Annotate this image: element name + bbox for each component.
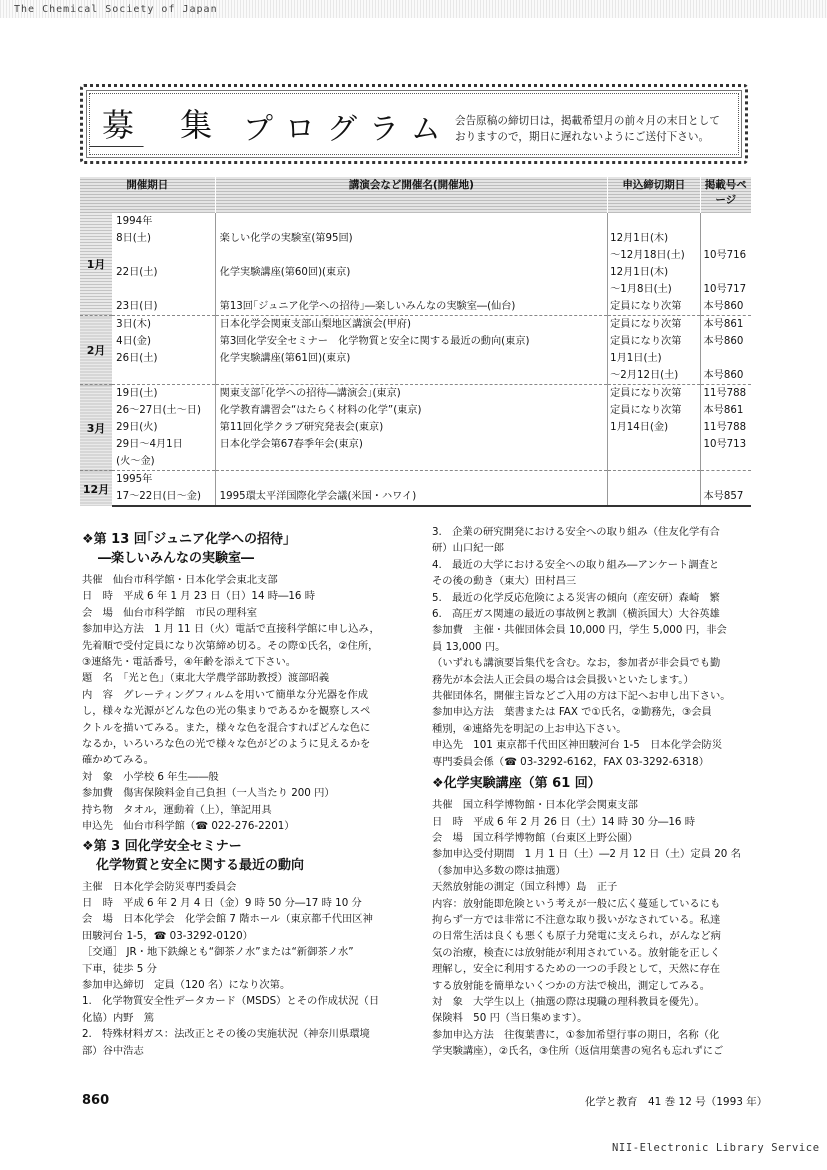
section-junior-title: ❖第 13 回｢ジュニア化学への招待｣ [82, 532, 290, 547]
event-title: 第13回｢ジュニア化学への招待｣―楽しいみんなの実験室―(仙台) [215, 298, 607, 316]
body-text-line: 共催団体名，開催主旨などご入用の方は下記へお申し出下さい。 [432, 690, 731, 703]
body-text-line: 部）谷中浩志 [82, 1044, 144, 1057]
body-text-line: 保険料 50 円（当日集めます）。 [432, 1012, 588, 1025]
schedule-row [80, 333, 751, 350]
event-deadline: 12月1日(木) [608, 264, 700, 281]
event-page: 本号857 [700, 488, 751, 506]
event-deadline [608, 213, 700, 230]
month-label: 3月 [80, 385, 112, 471]
body-text-line: 確かめてみる。 [82, 754, 155, 767]
event-title [215, 367, 607, 385]
banner-deadline-note [455, 113, 745, 145]
event-date: 26日(土) [116, 353, 158, 364]
body-text-line: 1. 化学物質安全性データカード（MSDS）とその作成状況（日 [82, 995, 380, 1008]
body-text-line: 員 13,000 円。 [432, 640, 506, 653]
event-title: 第3回化学安全セミナー 化学物質と安全に関する最近の動向(東京) [215, 333, 607, 350]
body-text-line: 題 名 ｢光と色｣（東北大学農学部助教授）渡部昭義 [82, 672, 330, 685]
event-title: 第11回化学クラブ研究発表会(東京) [215, 419, 607, 436]
body-text-line: 務先が本会法人正会員の場合は会員扱いといたします。） [432, 673, 694, 686]
header-deadline: 申込締切期日 [608, 177, 700, 213]
body-text-line: 先着順で受付定員になり次第締め切る。その際①氏名，②住所， [82, 639, 379, 652]
event-title: 化学実験講座(第61回)(東京) [215, 350, 607, 367]
body-text-line: 種別，④連絡先を明記の上お申込下さい。 [432, 722, 627, 735]
event-title: 楽しい化学の実験室(第95回) [215, 230, 607, 247]
schedule-row [80, 298, 751, 316]
event-date: 8日(土) [116, 233, 151, 244]
event-date [112, 247, 215, 264]
event-deadline [608, 488, 700, 506]
event-page [700, 264, 751, 281]
schedule-row [80, 385, 751, 403]
event-title: 1995環太平洋国際化学会議(米国・ハワイ) [215, 488, 607, 506]
body-text-line: 申込先 仙台市科学館（☎ 022-276-2201） [82, 820, 295, 833]
section-safety-subtitle: 化学物質と安全に関する最近の動向 [96, 857, 305, 873]
schedule-row [80, 488, 751, 506]
schedule-row [80, 471, 751, 489]
body-text-line: 3. 企業の研究開発における安全への取り組み（住友化学有合 [432, 526, 720, 538]
event-deadline: ～1月8日(土) [608, 281, 700, 298]
header-page: 掲載号ページ [700, 177, 751, 213]
society-watermark: The Chemical Society of Japan [14, 4, 218, 15]
schedule-row [80, 453, 751, 471]
header-title: 講演会など開催名(開催地) [215, 177, 607, 213]
body-text-line: の日常生活は良くも悪くも原子力発電に支えられ，がんなど病 [432, 930, 721, 943]
body-text-line: 専門委員会係（☎ 03-3292-6162，FAX 03-3292-6318） [432, 755, 710, 768]
body-text-line: 学実験講座），②氏名，③住所（返信用葉書の宛名も忘れずにご [432, 1045, 724, 1058]
body-text-line: 共催 仙台市科学館・日本化学会東北支部 [82, 574, 278, 586]
journal-citation: 化学と教育 41 巻 12 号（1993 年） [585, 1096, 768, 1108]
body-text-line: 参加申込方法 葉書または FAX で①氏名，②勤務先，③会員 [432, 706, 712, 719]
event-page: 10号716 [700, 247, 751, 264]
event-deadline [608, 436, 700, 453]
body-text-line: 気の治療，検査には放射能が利用されている。放射能を正しく [432, 946, 721, 959]
body-text-line: 化協）内野 篤 [82, 1011, 155, 1024]
event-date: 23日(日) [116, 301, 158, 312]
event-title: 日本化学会第67春季年会(東京) [215, 436, 607, 453]
body-text-line: 主催 日本化学会防災専門委員会 [82, 880, 237, 893]
event-deadline: 定員になり次第 [608, 333, 700, 350]
event-deadline [608, 471, 700, 489]
body-text-line: 日 時 平成 6 年 2 月 4 日（金）9 時 50 分―17 時 10 分 [82, 896, 362, 909]
body-text-line: 2. 特殊材料ガス：法改正とその後の実施状況（神奈川県環境 [82, 1028, 370, 1041]
event-title [215, 247, 607, 264]
banner-title-program: プログラム [243, 112, 453, 147]
section-safety-title: ❖第 3 回化学安全セミナー [82, 838, 242, 854]
body-text-line: 日 時 平成 6 年 2 月 26 日（土）14 時 30 分―16 時 [432, 815, 695, 828]
banner-note-line: おりますので，期日に遅れないようにご送付下さい。 [455, 131, 710, 143]
event-date: 3日(木) [112, 316, 215, 334]
event-page [700, 350, 751, 367]
event-page: 本号860 [700, 333, 751, 350]
month-label: 2月 [80, 316, 112, 385]
event-deadline: 1月14日(金) [608, 419, 700, 436]
body-text-line: クトルを描いてみる。また，様々な色を混合すればどんな色に [82, 721, 371, 734]
event-page: 本号861 [700, 316, 751, 334]
event-title [215, 281, 607, 298]
body-text-line: 研）山口紀一郎 [432, 542, 505, 555]
nii-footer: NII-Electronic Library Service [612, 1142, 820, 1154]
schedule-row [80, 436, 751, 453]
event-deadline: 定員になり次第 [608, 385, 700, 403]
schedule-row [80, 281, 751, 298]
body-text-line: 5. 最近の化学反応危険による災害の傾向（産安研）森崎 繁 [432, 591, 720, 604]
body-text-line: （いずれも講演要旨集代を含む。なお，参加者が非会員でも勤 [432, 657, 721, 670]
banner-title-recruit: 募 集 [102, 106, 231, 144]
body-text-line: 下車，徒歩 5 分 [82, 962, 157, 975]
event-title: 化学実験講座(第60回)(東京) [215, 264, 607, 281]
left-column [82, 530, 412, 1059]
event-page: 10号713 [700, 436, 751, 453]
event-deadline: 定員になり次第 [608, 298, 700, 316]
event-date [112, 281, 215, 298]
schedule-row [80, 264, 751, 281]
event-page: 本号861 [700, 402, 751, 419]
body-text-line: 6. 高圧ガス関連の最近の事故例と教訓（横浜国大）大谷英雄 [432, 608, 720, 621]
event-title: 化学教育講習会“はたらく材料の化学”(東京) [215, 402, 607, 419]
event-page: 10号717 [700, 281, 751, 298]
event-deadline: 定員になり次第 [608, 402, 700, 419]
event-page: 本号860 [700, 298, 751, 316]
event-page: 11号788 [700, 419, 751, 436]
event-deadline [608, 453, 700, 471]
body-text-line: 参加申込締切 定員（120 名）になり次第。 [82, 978, 291, 991]
schedule-row [80, 213, 751, 230]
event-deadline: 定員になり次第 [608, 316, 700, 334]
body-text-line: 内容：放射能即危険という考えが一般に広く蔓延しているにも [432, 897, 721, 910]
body-text-line: 参加費 主催・共催団体会員 10,000 円，学生 5,000 円，非会 [432, 624, 727, 637]
body-text-line: ③連絡先・電話番号，④年齢を添えて下さい。 [82, 656, 297, 669]
body-text-line: 共催 国立科学博物館・日本化学会関東支部 [432, 799, 638, 812]
event-page [700, 230, 751, 247]
body-text-line: 田駿河台 1-5，☎ 03-3292-0120） [82, 929, 253, 942]
header-date: 開催期日 [80, 177, 215, 213]
body-text-line: 対 象 大学生以上（抽選の際は現職の理科教員を優先）。 [432, 995, 705, 1008]
event-page [700, 213, 751, 230]
schedule-row [80, 367, 751, 385]
body-text-line: 会 場 仙台市科学館 市民の理科室 [82, 606, 258, 619]
event-title: 関東支部｢化学への招待―講演会｣(東京) [215, 385, 607, 403]
body-text-line: 日 時 平成 6 年 1 月 23 日（日）14 時―16 時 [82, 590, 316, 603]
schedule-table [80, 177, 751, 507]
body-text-line: 4. 最近の大学における安全への取り組み―アンケート調査と [432, 558, 720, 571]
event-deadline: ～2月12日(土) [608, 367, 700, 385]
body-text-line: 参加費 傷害保険料金自己負担（一人当たり 200 円） [82, 787, 335, 800]
body-text-line: 会 場 国立科学博物館（台東区上野公園） [432, 831, 638, 844]
body-text-line: 持ち物 タオル，運動着（上），筆記用具 [82, 803, 272, 816]
schedule-row [80, 230, 751, 247]
section-experiment-title: ❖化学実験講座（第 61 回） [432, 776, 601, 792]
schedule-row [80, 247, 751, 264]
body-text-line: 対 象 小学校 6 年生――般 [82, 770, 219, 783]
schedule-row [80, 402, 751, 419]
body-text-line: 理解し，安全に利用するための一つの手段として，天然に存在 [432, 963, 721, 976]
event-deadline: 1月1日(土) [608, 350, 700, 367]
event-deadline: 12月1日(木) [608, 230, 700, 247]
schedule-row [80, 419, 751, 436]
event-title [215, 453, 607, 471]
event-date: 1995年 [112, 471, 215, 489]
schedule-row [80, 316, 751, 334]
event-date: 22日(土) [116, 267, 158, 278]
banner-note-line: 会告原稿の締切日は，掲載希望月の前々月の末日として [455, 115, 720, 127]
body-text-line: 内 容 グレーティングフィルムを用いて簡単な分光器を作成 [82, 688, 369, 701]
event-date: 1994年 [116, 216, 153, 227]
event-title: 日本化学会関東支部山梨地区講演会(甲府) [215, 316, 607, 334]
event-date: 29日～4月1日 [116, 439, 183, 450]
body-text-line: 参加申込方法 1 月 11 日（火）電話で直接科学館に申し込み， [82, 623, 380, 636]
event-date: (火～金) [116, 456, 155, 467]
body-text-line: （参加申込多数の際は抽選） [432, 864, 566, 877]
event-date: 17～22日(日～金) [112, 488, 215, 506]
event-date [112, 367, 215, 385]
body-text-line: その後の動き（東大）田村昌三 [432, 575, 577, 588]
body-text-line: し，様々な光源がどんな色の光の集まりであるかを観察しスペ [82, 705, 371, 718]
event-title [215, 471, 607, 489]
event-date: 4日(金) [116, 336, 151, 347]
body-text-line: ［交通］ JR・地下鉄線とも“御茶ノ水”または“新御茶ノ水” [82, 946, 354, 959]
body-text-line: なるか，いろいろな色の光で様々な色がどのように見えるかを [82, 738, 371, 751]
month-label: 12月 [80, 471, 112, 507]
body-text-line: 会 場 日本化学会 化学会館 7 階ホール（東京都千代田区神 [82, 913, 373, 926]
event-page [700, 453, 751, 471]
right-column [432, 524, 754, 1060]
month-label: 1月 [80, 213, 112, 316]
body-text-line: 参加申込方法 往復葉書に，①参加希望行事の期日，名称（化 [432, 1028, 720, 1041]
body-text-line: 申込先 101 東京都千代田区神田駿河台 1-5 日本化学会防災 [432, 739, 723, 752]
event-page: 本号860 [700, 367, 751, 385]
body-text-line: 天然放射能の測定（国立科博）島 正子 [432, 881, 618, 894]
page-number: 860 [82, 1093, 110, 1108]
section-junior-subtitle: ―楽しいみんなの実験室― [98, 551, 255, 566]
event-deadline: ～12月18日(土) [608, 247, 700, 264]
event-page [700, 471, 751, 489]
schedule-header-row [80, 177, 751, 213]
event-page: 11号788 [700, 385, 751, 403]
event-date: 29日(火) [116, 422, 158, 433]
event-title [215, 213, 607, 230]
schedule-row [80, 350, 751, 367]
body-text-line: 拘らず一方では非常に不注意な取り扱いがなされている。私達 [432, 913, 721, 926]
event-date: 26～27日(土～日) [116, 405, 201, 416]
body-text-line: 参加申込受付期間 1 月 1 日（土）―2 月 12 日（土）定員 20 名 [432, 848, 741, 861]
event-date: 19日(土) [112, 385, 215, 403]
body-text-line: する放射能を簡単ないくつかの方法で検出，測定してみる。 [432, 979, 711, 992]
